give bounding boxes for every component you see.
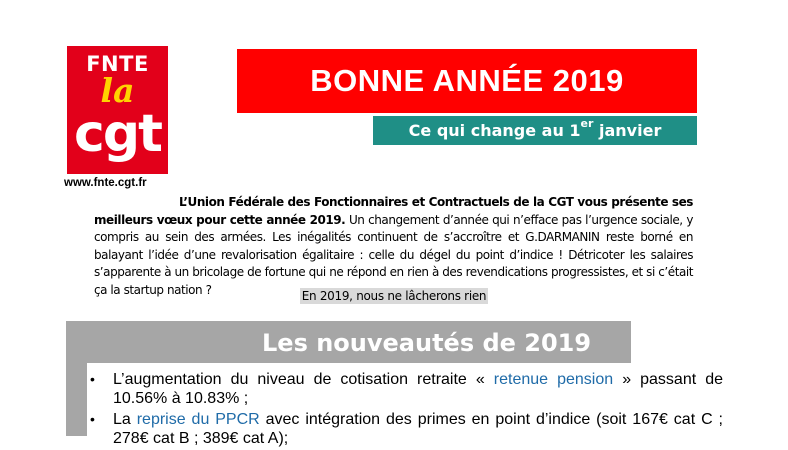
- website-url[interactable]: www.fnte.cgt.fr: [64, 177, 147, 189]
- subtitle-banner: [373, 116, 697, 145]
- closing-slogan: En 2019, nous ne lâcherons rien: [301, 289, 487, 303]
- subtitle-text: Ce qui change au 1: [408, 121, 581, 140]
- intro-body: [94, 194, 693, 299]
- section-sidebar: [66, 363, 87, 436]
- subtitle-superscript: er: [580, 117, 594, 130]
- intro-text: Un changement d’année qui n’efface pas l’urgence sociale, y compris au sein des armées. Les inégalités continuent de s’accroître et G.DARMANIN reste borné en balayant l’idée d’une revalorisation égalitaire : celle du dégel du point d’indice ! Détricoter les salaires s’apparente à un bricolage de fortune qui ne répond en rien à des revendications progressistes, et si c’était ça la startup nation ?: [94, 212, 693, 297]
- logo-la-text: la: [100, 71, 135, 110]
- list-item: [87, 370, 723, 408]
- intro-paragraph: [94, 194, 693, 299]
- list-item-text-end: avec intégration des primes en point d’indice (soit 167€ cat C ; 278€ cat B ; 389€ cat A);: [113, 411, 723, 447]
- logo-cgt-text: cgt: [74, 104, 161, 164]
- subtitle-text-end: janvier: [593, 121, 662, 140]
- section-header: [66, 321, 631, 363]
- bullet-icon: •: [90, 371, 95, 387]
- list-item-text: L’augmentation du niveau de cotisation retraite «: [113, 371, 494, 388]
- list-item-highlight: retenue pension: [493, 371, 614, 388]
- list-item-text-end: » passant de 10.56% à 10.83% ;: [113, 371, 723, 407]
- list-item-highlight: reprise du PPCR: [136, 411, 260, 428]
- page-title: BONNE ANNÉE 2019: [237, 49, 697, 113]
- cgt-logo: [67, 46, 168, 174]
- news-list: [87, 370, 723, 450]
- list-item-text: La: [113, 411, 137, 428]
- bullet-icon: •: [90, 411, 95, 427]
- list-item: [87, 410, 723, 448]
- section-title: Les nouveautés de 2019: [262, 329, 592, 357]
- intro-bold-text: L’Union Fédérale des Fonctionnaires et Contractuels de la CGT vous présente ses meilleurs vœux pour cette année 2019.: [94, 195, 693, 227]
- logo-fnte-text: FNTE: [86, 52, 149, 76]
- closing-line: [0, 287, 788, 305]
